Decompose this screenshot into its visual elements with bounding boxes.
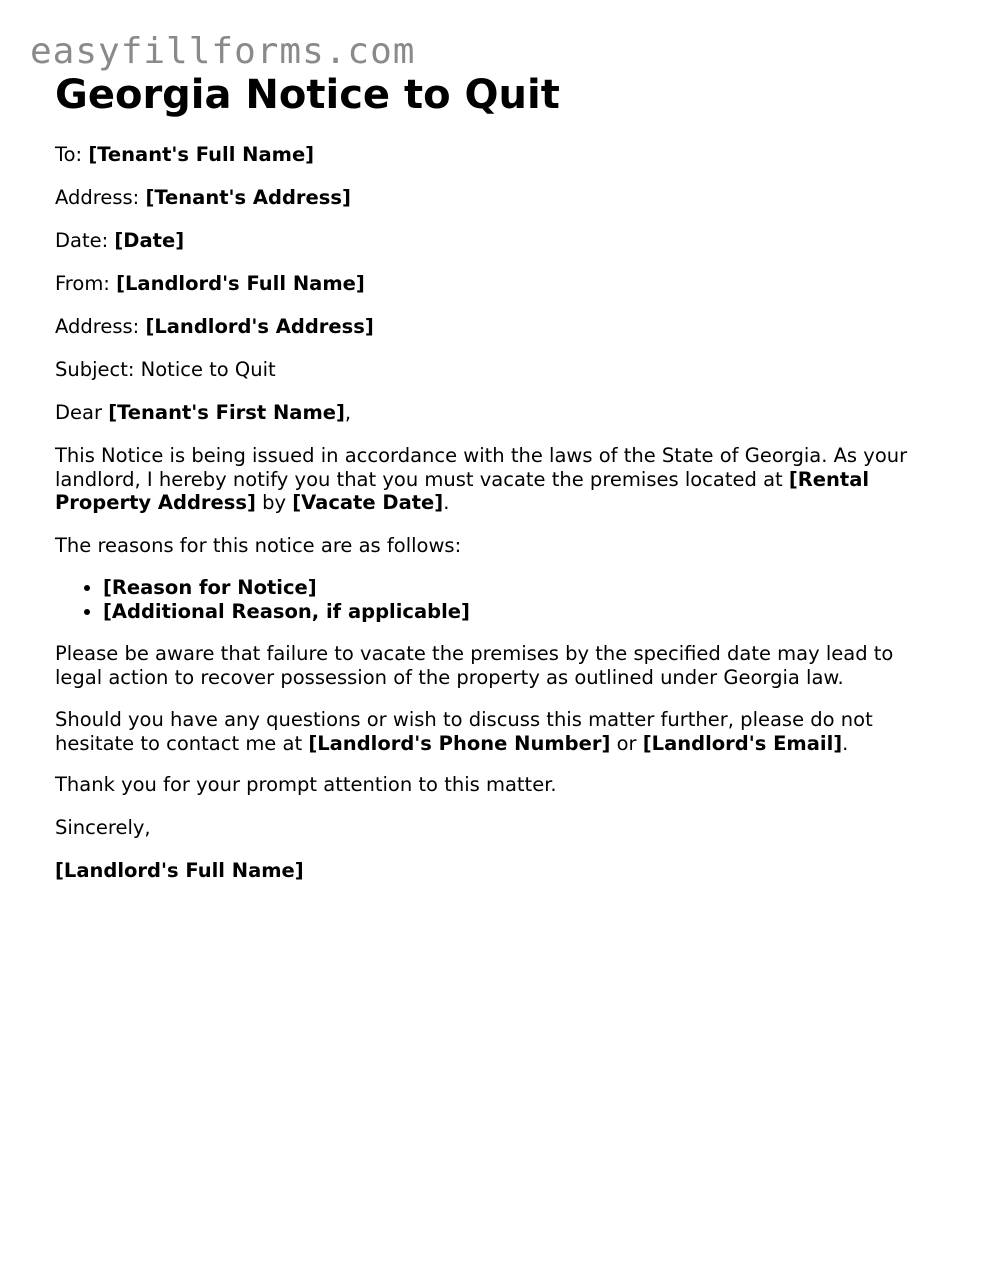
landlord-name-field: [Landlord's Full Name] <box>116 272 365 295</box>
from-line: From: [Landlord's Full Name] <box>55 272 365 295</box>
list-item: • [Reason for Notice] <box>103 576 983 600</box>
page-title: Georgia Notice to Quit <box>55 72 560 118</box>
date-field: [Date] <box>114 229 185 252</box>
list-item: • [Additional Reason, if applicable] <box>103 600 983 624</box>
reasons-intro: The reasons for this notice are as follows: <box>55 534 462 557</box>
tenant-first-name-field: [Tenant's First Name] <box>108 401 345 424</box>
to-line: To: [Tenant's Full Name] <box>55 143 315 166</box>
notice-paragraph: This Notice is being issued in accordance with the laws of the State of Georgia. As your landlord, I hereby notify you that you must vacate the premises located at [Rental Property Address] by [Vacate Date]. <box>55 444 908 514</box>
thanks-line: Thank you for your prompt attention to this matter. <box>55 773 557 796</box>
tenant-address-line: Address: [Tenant's Address] <box>55 186 351 209</box>
signature: [Landlord's Full Name] <box>55 859 304 882</box>
tenant-name-field: [Tenant's Full Name] <box>88 143 315 166</box>
landlord-address-line: Address: [Landlord's Address] <box>55 315 374 338</box>
greeting: Dear [Tenant's First Name], <box>55 401 352 424</box>
document-body <box>55 70 935 882</box>
reasons-list <box>55 576 983 623</box>
landlord-email-field: [Landlord's Email] <box>642 731 843 755</box>
landlord-address-field: [Landlord's Address] <box>145 315 374 338</box>
subject-line: Subject: Notice to Quit <box>55 358 276 381</box>
tenant-address-field: [Tenant's Address] <box>145 186 351 209</box>
vacate-date-field: [Vacate Date] <box>292 491 444 514</box>
warning-paragraph: Please be aware that failure to vacate the premises by the specified date may lead to legal action to recover possession of the property as outlined under Georgia law. <box>55 642 894 689</box>
watermark: easyfillforms.com <box>30 31 416 72</box>
rental-property-field: [Rental Property Address] <box>55 467 870 514</box>
contact-paragraph: Should you have any questions or wish to discuss this matter further, please do not hesitate to contact me at [Landlord's Phone Number] or [Landlord's Email]. <box>55 708 873 755</box>
date-line: Date: [Date] <box>55 229 185 252</box>
closing-line: Sincerely, <box>55 816 151 839</box>
landlord-phone-field: [Landlord's Phone Number] <box>308 731 611 755</box>
